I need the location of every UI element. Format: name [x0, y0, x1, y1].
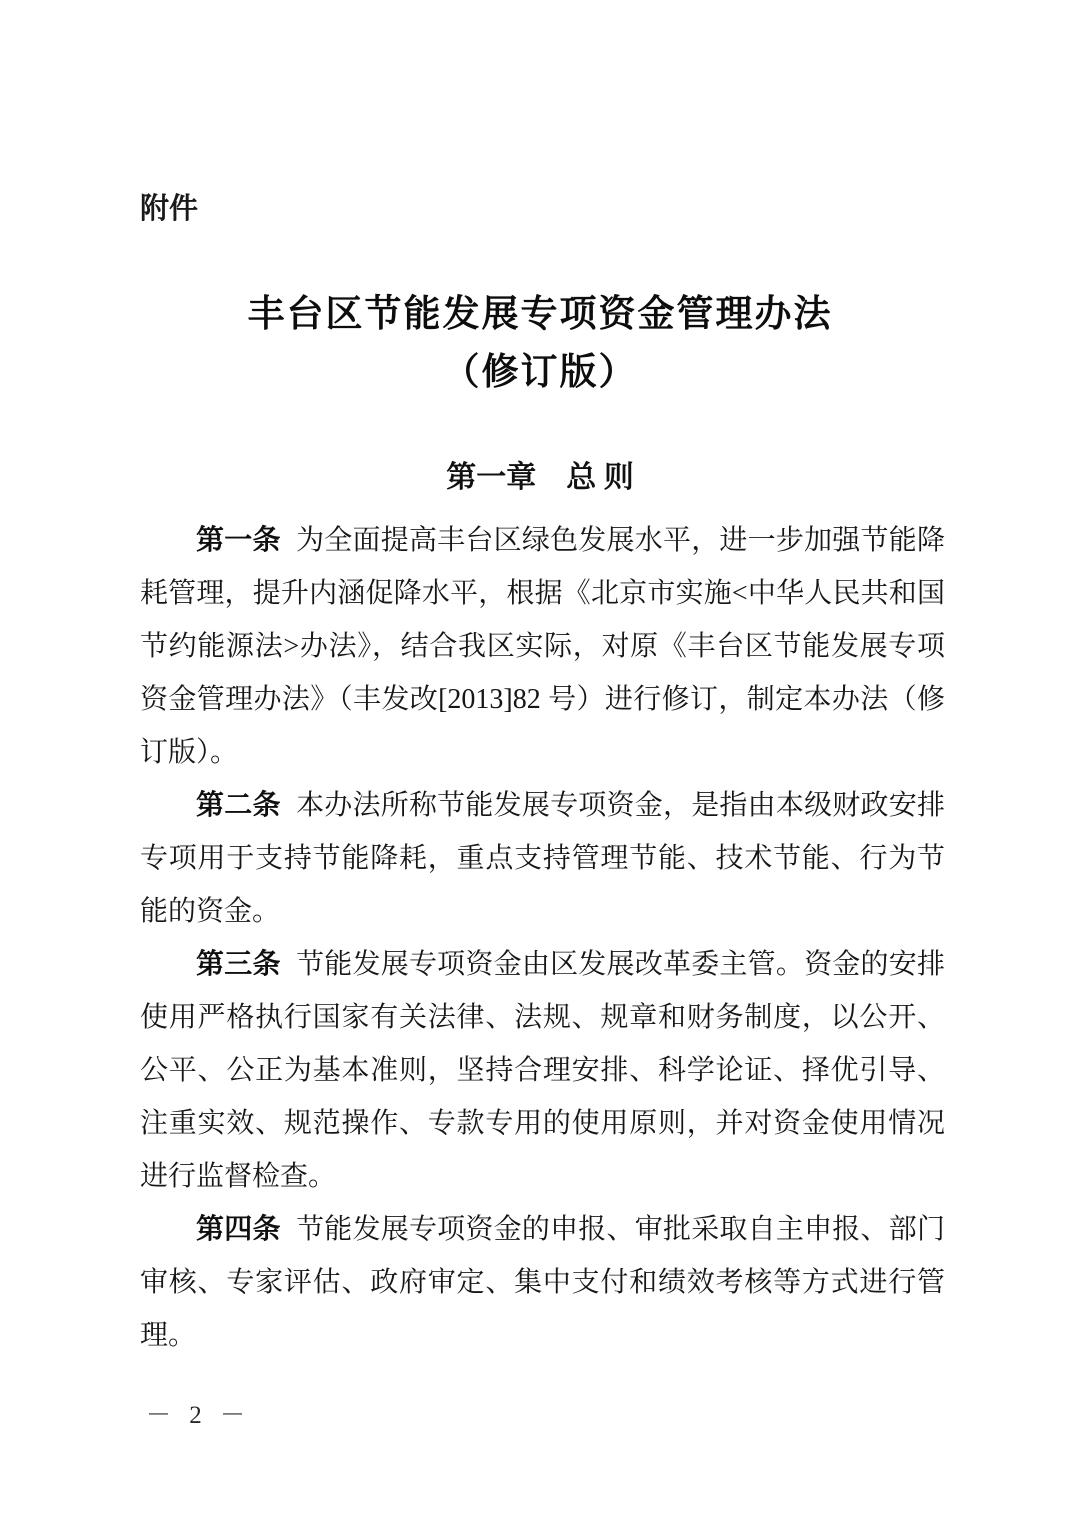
document-body	[140, 514, 945, 1362]
document-title	[0, 286, 1080, 402]
article-1-label: 第一条	[196, 525, 281, 556]
article-3-text: 节能发展专项资金由区发展改革委主管。资金的安排使用严格执行国家有关法律、法规、规章和财务制度，以公开、公平、公正为基本准则，坚持合理安排、科学论证、择优引导、注重实效、规范操作、专款专用的使用原则，并对资金使用情况进行监督检查。	[140, 949, 945, 1192]
document-title-line2: （修订版）	[442, 352, 638, 393]
page-number: － 2 －	[146, 1402, 252, 1429]
article-4-label: 第四条	[196, 1214, 281, 1245]
article-3	[140, 938, 945, 1203]
article-4	[140, 1203, 945, 1362]
article-2-text: 本办法所称节能发展专项资金，是指由本级财政安排专项用于支持节能降耗，重点支持管理节能、技术节能、行为节能的资金。	[140, 790, 945, 927]
document-title-line1: 丰台区节能发展专项资金管理办法	[247, 294, 833, 335]
attachment-label: 附件	[140, 193, 199, 225]
article-1-text: 为全面提高丰台区绿色发展水平，进一步加强节能降耗管理，提升内涵促降水平，根据《北京市实施<中华人民共和国节约能源法>办法》，结合我区实际，对原《丰台区节能发展专项资金管理办法》（丰发改[2013]82 号）进行修订，制定本办法（修订版）。	[140, 525, 945, 768]
article-2-label: 第二条	[196, 790, 281, 821]
article-4-text: 节能发展专项资金的申报、审批采取自主申报、部门审核、专家评估、政府审定、集中支付和绩效考核等方式进行管理。	[140, 1214, 945, 1351]
article-1	[140, 514, 945, 779]
article-2	[140, 779, 945, 938]
article-3-label: 第三条	[196, 949, 281, 980]
chapter-heading: 第一章 总 则	[446, 461, 634, 494]
